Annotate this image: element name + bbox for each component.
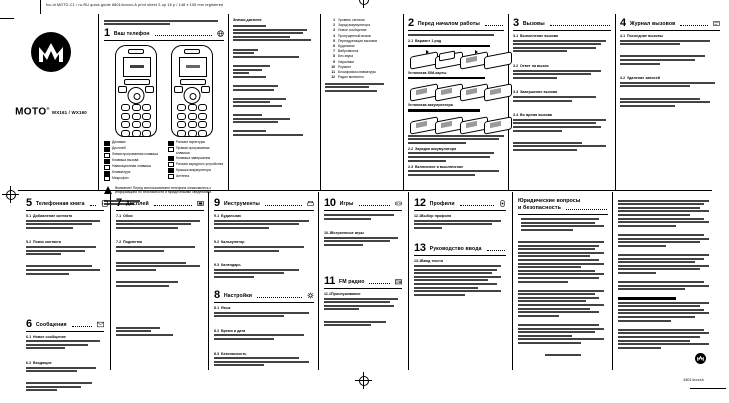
display-icon-row bbox=[325, 34, 399, 38]
section-2-sub-a-label: Вариант 1 ряд bbox=[415, 39, 442, 43]
section-6-leader bbox=[72, 326, 92, 327]
sheet-header-code: fcc-id MOTO-C1 / ru-RU quick-guide 68014xxxxx-A print sheet 2-up 16 p / 148 x 105 mm registered bbox=[46, 3, 224, 7]
section-11-number: 11 bbox=[324, 274, 336, 287]
section-2-note bbox=[408, 135, 504, 144]
legal-panel bbox=[518, 198, 608, 357]
section-9-sub-a: 9.1 Будильник bbox=[214, 214, 242, 218]
safety-warning-text: Внимание! Перед использованием телефона ознакомьтесь с информацией по безопасности и юридическими сведениями. bbox=[115, 186, 212, 195]
display-icon-row bbox=[325, 75, 399, 79]
section-8-sub-c: 8.3 Безопасность bbox=[214, 351, 247, 356]
section-12-number: 12 bbox=[414, 197, 426, 209]
section-6-sub-b-label: Входящие bbox=[33, 360, 52, 365]
call-log-icon bbox=[713, 20, 720, 27]
crop-line-left bbox=[0, 18, 14, 19]
section-8-sub-c-label: Безопасность bbox=[221, 351, 247, 356]
section-4-sub-b-label: Удаление записей bbox=[627, 76, 661, 81]
registration-mark-top bbox=[355, 0, 372, 8]
callout-label: Клавиша вызова bbox=[112, 158, 139, 163]
display-icon-label: Без звука bbox=[338, 54, 353, 59]
column-rule-12 bbox=[612, 192, 613, 370]
section-7-footer bbox=[116, 327, 204, 336]
section-6-heading bbox=[26, 319, 104, 329]
step-illustration bbox=[408, 49, 430, 68]
callout-list-left bbox=[104, 140, 160, 182]
section-8-sub-b: 8.2 Время и дата bbox=[214, 328, 246, 333]
section-9-number: 9 bbox=[214, 197, 220, 209]
games-icon bbox=[395, 200, 402, 207]
brand-trademark: ® bbox=[46, 106, 50, 111]
callout-item bbox=[168, 168, 224, 173]
step-illustration bbox=[482, 114, 504, 133]
display-icon-row bbox=[325, 18, 399, 22]
section-2-panel bbox=[408, 18, 504, 177]
section-3-title: Вызовы bbox=[522, 21, 545, 27]
section-10-leader bbox=[359, 205, 390, 206]
section-3-sub-a: 3.1 Выполнение вызова bbox=[513, 34, 558, 38]
callout-item bbox=[104, 176, 160, 181]
section-7-number: 7 bbox=[116, 197, 122, 209]
section-7-sub-b-label: Подсветка bbox=[123, 240, 143, 245]
section-3-panel bbox=[513, 18, 611, 152]
phone-globe-icon bbox=[217, 30, 224, 37]
display-icon-key: 8 bbox=[333, 54, 335, 59]
section-2-heading bbox=[408, 18, 504, 28]
section-6-panel bbox=[26, 319, 104, 392]
display-icon-label: Наушники bbox=[338, 59, 354, 64]
section-10-heading bbox=[324, 198, 402, 208]
section-5-title: Телефонная книга bbox=[35, 201, 85, 207]
section-5-rule bbox=[26, 210, 104, 211]
envelope-icon bbox=[97, 321, 104, 328]
section-12-heading bbox=[414, 198, 506, 208]
callout-item bbox=[104, 170, 160, 175]
step-illustration bbox=[433, 81, 455, 100]
section-4-panel bbox=[620, 18, 720, 108]
sheet-footer-code: 68014xxxxA bbox=[683, 377, 704, 382]
section-2-sub-c bbox=[408, 103, 504, 107]
section-13-sub-a: 13.1Ввод текста bbox=[414, 259, 444, 264]
section-8-sub-a-label: Язык bbox=[221, 306, 231, 310]
section-4-rule bbox=[620, 30, 720, 31]
crop-line-bottom-right bbox=[690, 388, 726, 389]
section-2-leader bbox=[485, 25, 503, 26]
display-icon-label: Радио включено bbox=[338, 75, 364, 80]
warning-triangle-icon bbox=[104, 186, 112, 194]
section-12-rule bbox=[414, 210, 506, 211]
display-icon-row bbox=[325, 65, 399, 69]
section-7-title: Дисплей bbox=[125, 201, 149, 207]
legal-rule bbox=[518, 214, 608, 215]
toc-column-a-heading: Значки дисплея bbox=[233, 18, 262, 22]
section-10-sub-a: 10.1Встроенные игры bbox=[324, 231, 364, 236]
section-8-number: 8 bbox=[214, 289, 220, 301]
callout-label: Клавиша завершения bbox=[176, 155, 211, 160]
section-5-panel bbox=[26, 198, 104, 393]
section-4-title: Журнал вызовов bbox=[629, 21, 676, 27]
column-rule-7 bbox=[110, 192, 111, 370]
section-3-leader bbox=[550, 25, 610, 26]
section-9-sub-c-label: Календарь bbox=[221, 263, 241, 268]
display-icon-label: Уровень сигнала bbox=[338, 18, 365, 22]
callout-item bbox=[168, 162, 224, 167]
display-icon-row bbox=[325, 44, 399, 48]
callout-item bbox=[104, 146, 160, 151]
callout-item bbox=[104, 164, 160, 169]
gear-icon bbox=[307, 292, 314, 299]
section-5-sub-b-label: Поиск контакта bbox=[33, 240, 61, 245]
section-9-leader bbox=[265, 205, 302, 206]
section-1-heading bbox=[104, 28, 224, 38]
crop-line-top bbox=[40, 0, 41, 14]
toc-column-a-body bbox=[233, 25, 315, 136]
section-12-sub-a-label: Выбор профиля bbox=[421, 214, 452, 218]
section-8-intro-stub bbox=[214, 198, 314, 280]
display-icon-key: 9 bbox=[333, 59, 335, 64]
motorola-logo-icon-small bbox=[695, 353, 706, 364]
section-8-rule bbox=[214, 302, 314, 303]
section-10-number: 10 bbox=[324, 197, 336, 209]
step-illustration bbox=[482, 49, 504, 68]
phone-side-illustration bbox=[171, 45, 213, 137]
column-rule-10 bbox=[408, 192, 409, 370]
sim-install-steps bbox=[408, 49, 504, 68]
callout-label: Левая программная клавиша bbox=[112, 152, 159, 157]
motorola-mark-small bbox=[618, 353, 706, 364]
section-11-rule bbox=[324, 288, 402, 289]
step-illustration bbox=[433, 114, 455, 133]
section-7-leader bbox=[154, 205, 192, 206]
section-9-title: Инструменты bbox=[223, 201, 260, 207]
section-3-heading bbox=[513, 18, 611, 28]
section-6-number: 6 bbox=[26, 317, 32, 330]
column-rule-2 bbox=[228, 14, 229, 190]
motorola-logo-icon bbox=[31, 32, 71, 72]
section-4-sub-a: 4.1 Последние вызовы bbox=[620, 34, 663, 38]
section-13-number: 13 bbox=[414, 242, 426, 255]
section-8-sub-b-label: Время и дата bbox=[221, 328, 246, 333]
section-6-sub-b: 6.2 Входящие bbox=[26, 360, 52, 365]
section-2-sub-e: 2.3 Включение и выключение bbox=[408, 164, 464, 169]
display-icon-key: 2 bbox=[333, 23, 335, 28]
callout-label: Разъем зарядного устройства bbox=[176, 161, 224, 166]
section-3-sub-b: 3.2 Ответ на вызов bbox=[513, 63, 549, 68]
section-2-sub-d-label: Зарядка аккумулятора bbox=[415, 146, 457, 151]
section-9-heading bbox=[214, 198, 314, 208]
display-icon-key: 12 bbox=[331, 75, 335, 80]
legal-continuation-panel bbox=[618, 198, 714, 382]
section-5-number: 5 bbox=[26, 197, 32, 209]
phonebook-icon bbox=[101, 200, 108, 207]
section-4-leader bbox=[680, 25, 708, 26]
section-8-leader bbox=[257, 297, 302, 298]
section-8-sub-a: 8.1 Язык bbox=[214, 306, 231, 310]
safety-warning bbox=[104, 186, 224, 195]
section-2-sub-c-label: Установка аккумулятора bbox=[408, 103, 453, 108]
display-icon-row bbox=[325, 28, 399, 32]
phone-callout-lists bbox=[104, 140, 224, 182]
callout-label: Клавиатура bbox=[112, 170, 131, 175]
callout-label: Динамик bbox=[112, 140, 126, 145]
section-3-sub-c: 3.3 Завершение вызова bbox=[513, 90, 558, 95]
section-7-panel bbox=[116, 198, 204, 338]
display-icon-key: 3 bbox=[333, 28, 335, 33]
section-5-leader bbox=[90, 205, 96, 206]
display-icon-label: Пропущенный вызов bbox=[338, 33, 371, 38]
charge-steps bbox=[408, 114, 504, 133]
section-5-heading bbox=[26, 198, 104, 208]
section-6-sub-a: 6.1 Новое сообщение bbox=[26, 334, 66, 339]
section-11-sub-a: 11.1Прослушивание bbox=[324, 291, 361, 296]
column-rule-6 bbox=[615, 14, 616, 190]
section-3-sub-b-label: Ответ на вызов bbox=[520, 63, 549, 68]
legal-title-line2: и безопасность bbox=[518, 205, 562, 211]
cover-panel bbox=[8, 20, 94, 180]
display-icon-key: 7 bbox=[333, 49, 335, 54]
legal-seal bbox=[518, 352, 608, 357]
section-11-leader bbox=[369, 283, 390, 284]
section-3-sub-c-label: Завершение вызова bbox=[520, 90, 558, 95]
display-icon-key: 10 bbox=[331, 64, 335, 69]
section-8-panel bbox=[214, 290, 314, 368]
section-2-sub-d: 2.2 Зарядка аккумулятора bbox=[408, 146, 457, 151]
section-1-panel bbox=[104, 18, 224, 207]
section-5-sub-b: 5.2 Поиск контакта bbox=[26, 240, 61, 245]
display-icon-label: Новое сообщение bbox=[338, 28, 367, 33]
section-3-sub-a-label: Выполнение вызова bbox=[520, 34, 558, 38]
section-9-sub-c: 9.3 Календарь bbox=[214, 263, 241, 268]
display-icon-label: Виброзвонок bbox=[338, 49, 359, 54]
section-5-sub-a: 5.1 Добавление контакта bbox=[26, 214, 73, 218]
section-13-title: Руководство ввода bbox=[429, 246, 482, 253]
section-9-sub-b-label: Калькулятор bbox=[221, 240, 245, 245]
display-icon-row bbox=[325, 49, 399, 53]
column-rule-9 bbox=[318, 192, 319, 370]
callout-item bbox=[104, 140, 160, 145]
callout-item bbox=[168, 174, 224, 179]
toc-column-a bbox=[233, 18, 315, 138]
section-12-sub-a: 12.1Выбор профиля bbox=[414, 214, 452, 218]
display-icon-row bbox=[325, 23, 399, 27]
step-illustration bbox=[458, 49, 480, 68]
callout-label: Микрофон bbox=[112, 176, 129, 181]
section-7-rule bbox=[116, 210, 204, 211]
registration-mark-bottom bbox=[355, 372, 372, 389]
legal-leader bbox=[566, 209, 607, 210]
brand-wordmark-text: MOTO bbox=[15, 106, 47, 118]
section-2-sub-b bbox=[408, 71, 504, 75]
callout-label: Разъем гарнитуры bbox=[176, 140, 206, 145]
section-7-heading bbox=[116, 198, 204, 208]
column-rule-1 bbox=[98, 14, 99, 190]
callout-item bbox=[104, 152, 160, 157]
brand-model: WX161 / WX160 bbox=[51, 110, 87, 116]
step-illustration bbox=[458, 81, 480, 100]
section-7-sub-b: 7.2 Подсветка bbox=[116, 240, 143, 245]
section-1-number: 1 bbox=[104, 27, 110, 40]
section-3-sub-d-label: Во время вызова bbox=[520, 113, 552, 118]
section-4-sub-a-label: Последние вызовы bbox=[627, 34, 663, 38]
callout-item bbox=[168, 146, 224, 155]
section-10-title: Игры bbox=[339, 201, 354, 207]
section-1-rule bbox=[104, 40, 224, 41]
registration-mark-left bbox=[2, 186, 19, 203]
section-8-title: Настройки bbox=[223, 293, 253, 299]
section-7-sub-a: 7.1 Обои bbox=[116, 214, 133, 218]
section-13-rule bbox=[414, 255, 506, 256]
column-rule-3 bbox=[320, 14, 321, 190]
column-rule-11 bbox=[512, 192, 513, 370]
display-icon-row bbox=[325, 39, 399, 43]
section-4-sub-b: 4.2 Удаление записей bbox=[620, 76, 661, 81]
section-5-sub-a-label: Добавление контакта bbox=[33, 214, 73, 218]
column-rule-4 bbox=[403, 14, 404, 190]
section-11-title: FM радио bbox=[339, 278, 365, 285]
callout-item bbox=[168, 156, 224, 161]
callout-item bbox=[104, 158, 160, 163]
section-1-intro bbox=[104, 20, 224, 26]
section-10-sub-a-label: Встроенные игры bbox=[331, 231, 364, 236]
column-rule-5 bbox=[508, 14, 509, 190]
display-icon-label: Будильник bbox=[338, 44, 355, 49]
section-2-sub-e-label: Включение и выключение bbox=[415, 164, 464, 169]
step-illustration bbox=[458, 114, 480, 133]
callout-list-right bbox=[168, 140, 224, 182]
section-13-heading bbox=[414, 243, 506, 253]
section-10-rule bbox=[324, 210, 402, 211]
section-6-title: Сообщения bbox=[35, 321, 67, 328]
section-2-intro bbox=[408, 34, 504, 36]
section-3-sub-d: 3.4 Во время вызова bbox=[513, 113, 552, 118]
section-11-heading bbox=[324, 276, 402, 286]
section-6-rule bbox=[26, 331, 104, 332]
tools-icon bbox=[307, 200, 314, 207]
callout-item bbox=[168, 140, 224, 145]
column-rule-8 bbox=[208, 192, 209, 370]
phone-illustrations bbox=[104, 45, 224, 137]
section-11-sub-a-label: Прослушивание bbox=[331, 291, 361, 296]
section-4-number: 4 bbox=[620, 17, 626, 29]
display-icon-key: 11 bbox=[331, 70, 335, 75]
step-illustration bbox=[433, 49, 455, 68]
section-3-number: 3 bbox=[513, 17, 519, 29]
callout-label: Правая программная клавиша bbox=[176, 146, 210, 155]
display-icon-key: 6 bbox=[333, 44, 335, 49]
profiles-icon bbox=[499, 200, 506, 207]
section-9-rule bbox=[214, 210, 314, 211]
step-illustration bbox=[408, 81, 430, 100]
section-2-sub-a: 2.1 Вариант 1 ряд bbox=[408, 39, 442, 43]
legal-title-line1: Юридические вопросы bbox=[518, 198, 581, 204]
display-icon-row bbox=[325, 70, 399, 74]
display-icon-label: Заряд аккумулятора bbox=[338, 23, 371, 28]
section-10-panel bbox=[324, 198, 402, 328]
section-13-sub-a-label: Ввод текста bbox=[421, 259, 444, 264]
section-12-panel bbox=[414, 198, 506, 297]
display-icons-footnote bbox=[325, 83, 399, 92]
section-2-title: Перед началом работы bbox=[417, 21, 480, 27]
callout-label: Навигационная клавиша bbox=[112, 164, 151, 169]
radio-icon bbox=[395, 278, 402, 285]
display-icon-key: 5 bbox=[333, 38, 335, 43]
display-icon-label: Роуминг bbox=[338, 64, 351, 69]
display-icon-key: 4 bbox=[333, 33, 335, 38]
callout-label: Крышка аккумулятора bbox=[176, 167, 211, 172]
section-12-title: Профили bbox=[429, 201, 455, 207]
callout-label: Дисплей bbox=[112, 146, 126, 151]
section-13-leader bbox=[487, 250, 505, 251]
display-icon-label: Переадресация вызовов bbox=[338, 38, 378, 43]
section-9-sub-b: 9.2 Калькулятор bbox=[214, 240, 245, 245]
section-2-rule bbox=[408, 30, 504, 31]
brand-wordmark bbox=[15, 106, 87, 117]
display-icon bbox=[197, 200, 204, 207]
section-9-sub-a-label: Будильник bbox=[221, 214, 242, 218]
step-illustration bbox=[408, 114, 430, 133]
display-icon-key: 1 bbox=[333, 18, 335, 22]
section-2-sub-b-label: Установка SIM-карты bbox=[408, 71, 447, 76]
section-7-sub-a-label: Обои bbox=[123, 214, 133, 218]
display-icon-row bbox=[325, 54, 399, 58]
section-4-heading bbox=[620, 18, 720, 28]
section-6-sub-a-label: Новое сообщение bbox=[33, 334, 66, 339]
section-2-number: 2 bbox=[408, 17, 414, 29]
section-11-panel bbox=[324, 276, 402, 326]
display-icon-row bbox=[325, 60, 399, 64]
phone-front-illustration bbox=[115, 45, 157, 137]
section-8-heading bbox=[214, 290, 314, 300]
section-1-leader bbox=[155, 35, 212, 36]
display-icon-label: Блокировка клавиатуры bbox=[338, 70, 376, 75]
callout-label: Антенна bbox=[176, 173, 190, 178]
battery-install-steps bbox=[408, 81, 504, 100]
section-1-title: Ваш телефон bbox=[113, 31, 150, 38]
section-12-leader bbox=[460, 205, 494, 206]
section-3-rule bbox=[513, 30, 611, 31]
display-icons-column bbox=[325, 18, 399, 93]
step-illustration bbox=[482, 81, 504, 100]
